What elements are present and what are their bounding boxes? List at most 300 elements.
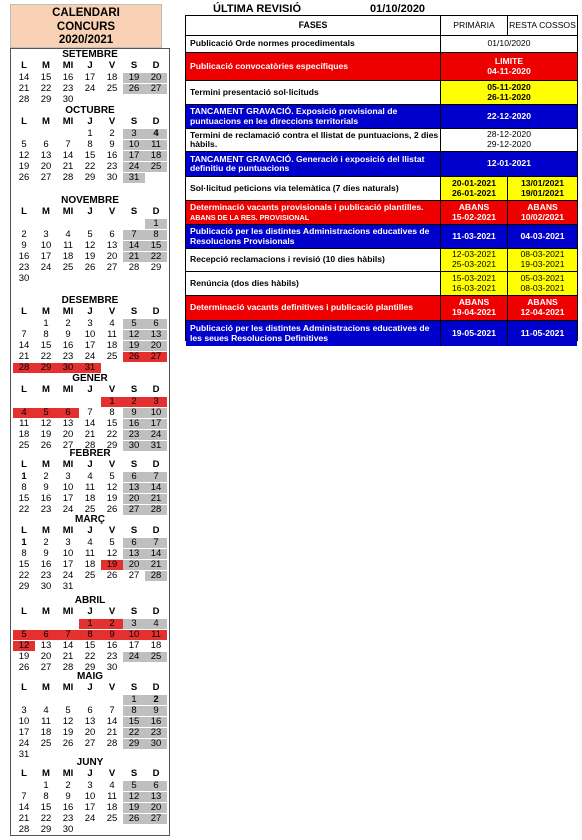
phase-text: TANCAMENT GRAVACIÓ. Exposició provisional de puntuacions en les direccions territorials — [190, 106, 398, 126]
calendar-day: 12 — [62, 715, 74, 727]
weekday-header: J — [87, 306, 93, 317]
calendar-day: 16 — [106, 639, 118, 651]
calendar-day: 10 — [84, 328, 96, 340]
calendar-day: 4 — [87, 470, 93, 482]
weekday-header: L — [21, 768, 27, 779]
calendar-day: 27 — [40, 171, 52, 183]
revision-label: ÚLTIMA REVISIÓ — [213, 3, 301, 15]
calendar-day: 9 — [21, 239, 27, 251]
phase-text: Publicació per les distintes Administracions educatives de les seues Resolucions Definitives — [190, 323, 430, 343]
weekday-header: V — [108, 384, 116, 395]
holiday-day: 6 — [57, 408, 79, 419]
phase-name — [186, 36, 441, 52]
calendar-day: 15 — [84, 149, 96, 161]
weekday-header: D — [152, 384, 160, 395]
holiday-day: 5 — [35, 408, 57, 419]
weekend-day: 12 — [123, 792, 145, 803]
calendar-day: 11 — [107, 328, 117, 340]
calendar-day: 7 — [21, 790, 27, 802]
calendar-day: 21 — [106, 726, 118, 738]
phase-name — [186, 152, 441, 176]
weekday-header: MI — [62, 60, 74, 71]
weekday-header: J — [87, 682, 93, 693]
date-line: 05-03-2021 — [520, 272, 565, 283]
weekday-header: D — [152, 60, 160, 71]
weekday-header: MI — [62, 606, 74, 617]
weekday-header: M — [42, 606, 50, 617]
weekday-header: L — [21, 606, 27, 617]
weekday-header: S — [130, 306, 138, 317]
calendar-day: 25 — [84, 503, 96, 515]
holiday-day: 12 — [13, 641, 35, 652]
phase-row — [186, 129, 577, 152]
calendar-day: 24 — [84, 350, 96, 362]
calendar-day: 22 — [18, 569, 30, 581]
weekend-day: 31 — [145, 441, 167, 452]
weekend-day: 7 — [123, 230, 145, 241]
phase-name — [186, 129, 441, 151]
calendar-day: 26 — [62, 737, 74, 749]
calendar-day: 28 — [18, 823, 30, 835]
date-line: 01/10/2020 — [487, 38, 531, 49]
calendar-day: 2 — [21, 228, 27, 240]
calendar-day: 14 — [18, 339, 30, 351]
calendar-day: 26 — [106, 503, 118, 515]
weekday-header: MI — [62, 459, 74, 470]
phase-text: Sol·licitud peticions via telemàtica (7 dies naturals) — [190, 182, 399, 193]
phase-row — [186, 177, 577, 201]
weekend-day: 17 — [123, 151, 145, 162]
phase-date-primaria — [441, 249, 508, 271]
weekend-day: 13 — [123, 549, 145, 560]
weekday-header: D — [152, 768, 160, 779]
weekend-day: 4 — [145, 129, 167, 140]
header-resta-cossos: RESTA COSSOS — [509, 19, 576, 30]
weekday-header: M — [42, 682, 50, 693]
calendar-day: 4 — [109, 779, 115, 791]
calendar-day: 10 — [18, 715, 30, 727]
phase-date-resta — [508, 225, 577, 248]
calendar-day: 22 — [40, 82, 52, 94]
calendar-day: 12 — [40, 417, 52, 429]
phase-row — [186, 321, 577, 346]
calendar-day: 4 — [87, 536, 93, 548]
holiday-day: 28 — [13, 363, 35, 374]
calendar-day: 24 — [18, 737, 30, 749]
calendar-day: 1 — [87, 127, 93, 139]
calendar-day: 14 — [106, 715, 118, 727]
weekday-header: M — [42, 60, 50, 71]
holiday-day: 11 — [145, 630, 167, 641]
calendar-day: 29 — [40, 93, 52, 105]
calendar-day: 23 — [40, 569, 52, 581]
weekday-header: D — [152, 116, 160, 127]
calendar-day: 21 — [18, 350, 30, 362]
calendar-day: 25 — [106, 812, 118, 824]
weekend-day: 30 — [123, 441, 145, 452]
calendar-day: 3 — [43, 228, 49, 240]
weekend-day: 14 — [145, 483, 167, 494]
calendar-day: 18 — [106, 339, 118, 351]
calendar-day: 15 — [40, 339, 52, 351]
date-line: 19/01/2021 — [520, 187, 564, 198]
calendar-day: 8 — [87, 138, 93, 150]
weekend-day: 19 — [123, 73, 145, 84]
weekday-header: S — [130, 525, 138, 536]
holiday-day: 1 — [101, 397, 123, 408]
calendar-day: 24 — [62, 569, 74, 581]
weekend-day: 20 — [123, 560, 145, 571]
date-line: ABANS — [458, 297, 490, 308]
weekday-header: MI — [62, 116, 74, 127]
calendar-day: 14 — [62, 149, 74, 161]
weekend-day: 20 — [145, 803, 167, 814]
month-title: ABRIL — [74, 595, 106, 606]
phase-name — [186, 81, 441, 104]
calendar-day: 11 — [63, 239, 73, 251]
calendar-day: 24 — [40, 261, 52, 273]
calendar-day: 1 — [43, 779, 49, 791]
date-line: 11-05-2021 — [520, 327, 565, 338]
calendar-day: 25 — [62, 261, 74, 273]
calendar-title — [10, 4, 162, 48]
weekend-day: 22 — [123, 728, 145, 739]
calendar-day: 13 — [106, 239, 118, 251]
date-line: 19-04-2021 — [452, 307, 496, 317]
weekday-header: V — [108, 459, 116, 470]
phase-row — [186, 296, 577, 321]
weekend-day: 7 — [145, 472, 167, 483]
phase-row — [186, 36, 577, 53]
calendar-day: 6 — [109, 228, 115, 240]
calendar-day: 30 — [106, 171, 118, 183]
calendar-day: 1 — [43, 317, 49, 329]
date-line: 19-05-2021 — [452, 327, 496, 338]
calendar-day: 16 — [62, 339, 74, 351]
date-line: 29-12-2020 — [487, 139, 531, 149]
weekend-day: 5 — [123, 781, 145, 792]
calendar-day: 14 — [18, 71, 30, 83]
weekend-day: 13 — [145, 792, 167, 803]
weekend-day: 8 — [123, 706, 145, 717]
calendar-day: 25 — [106, 82, 118, 94]
weekend-day: 13 — [123, 483, 145, 494]
calendar-day: 19 — [40, 428, 52, 440]
calendar-day: 22 — [40, 812, 52, 824]
calendar-day: 13 — [40, 149, 52, 161]
weekend-day: 14 — [145, 549, 167, 560]
calendar-day: 24 — [84, 82, 96, 94]
calendar-day: 11 — [85, 547, 95, 559]
date-line: ABANS — [527, 201, 558, 212]
weekend-day: 23 — [145, 728, 167, 739]
month-title: GENER — [72, 373, 108, 384]
calendar-day: 16 — [40, 492, 52, 504]
phase-date-primaria — [441, 272, 508, 295]
phase-row — [186, 81, 577, 105]
phase-name — [186, 272, 441, 295]
calendar-day: 31 — [18, 748, 30, 760]
calendar-day: 26 — [40, 439, 52, 451]
weekday-header: V — [108, 682, 116, 693]
date-line: 08-03-2021 — [520, 282, 565, 293]
weekday-header: V — [108, 525, 116, 536]
calendar-day: 10 — [62, 547, 74, 559]
calendar-day: 7 — [87, 406, 93, 418]
calendar-day: 24 — [84, 812, 96, 824]
weekend-day: 25 — [145, 652, 167, 663]
holiday-day: 30 — [57, 363, 79, 374]
calendar-day: 19 — [62, 726, 74, 738]
weekend-day: 6 — [123, 472, 145, 483]
calendar-day: 18 — [84, 492, 96, 504]
month-title: DESEMBRE — [61, 295, 119, 306]
weekend-day: 20 — [145, 341, 167, 352]
calendar-day: 11 — [107, 790, 117, 802]
weekday-header: L — [21, 459, 27, 470]
phase-text: Determinació vacants provisionals i publicació plantilles. ABANS DE LA RES. PROVISIONAL — [190, 202, 424, 222]
weekday-header: J — [87, 60, 93, 71]
phase-row — [186, 249, 577, 272]
holiday-day: 29 — [35, 363, 57, 374]
calendar-day: 18 — [18, 428, 30, 440]
calendar-day: 21 — [62, 160, 74, 172]
phase-date-resta — [508, 249, 577, 271]
calendar-day: 21 — [84, 428, 96, 440]
weekend-day: 13 — [145, 330, 167, 341]
weekday-header: MI — [62, 682, 74, 693]
weekday-header: L — [21, 306, 27, 317]
phase-text: Determinació vacants definitives i publicació plantilles — [190, 302, 414, 313]
phases-table — [185, 15, 578, 341]
weekday-header: D — [152, 606, 160, 617]
weekend-day: 24 — [145, 430, 167, 441]
calendar-title-line-1: CALENDARI — [52, 7, 120, 19]
weekday-header: J — [87, 525, 93, 536]
weekend-day: 15 — [145, 241, 167, 252]
date-line: 20-01-2021 — [452, 177, 496, 188]
calendar-day: 16 — [62, 801, 74, 813]
calendar-day: 23 — [40, 503, 52, 515]
holiday-day: 10 — [123, 630, 145, 641]
calendar-day: 14 — [62, 639, 74, 651]
weekend-day: 28 — [145, 505, 167, 516]
weekday-header: V — [108, 206, 116, 217]
calendar-day: 3 — [65, 536, 71, 548]
calendar-day: 26 — [84, 261, 96, 273]
holiday-day: 6 — [35, 630, 57, 641]
date-line: 05-11-2020 — [487, 81, 531, 92]
calendar-day: 22 — [84, 650, 96, 662]
calendar-day: 8 — [21, 547, 27, 559]
weekend-day: 21 — [145, 560, 167, 571]
calendar-day: 22 — [18, 503, 30, 515]
weekend-day: 20 — [123, 494, 145, 505]
phase-text: Renúncia (dos dies hàbils) — [190, 277, 299, 288]
weekend-day: 1 — [123, 695, 145, 706]
calendar-day: 19 — [18, 160, 30, 172]
weekday-header: S — [130, 768, 138, 779]
revision-date: 01/10/2020 — [370, 3, 426, 15]
weekday-header: L — [21, 384, 27, 395]
date-line: ABANS — [527, 297, 558, 308]
phase-text: Termini de reclamació contra el llistat de puntuacions, 2 dies hàbils. — [190, 129, 439, 149]
weekend-day: 21 — [123, 252, 145, 263]
calendar-day: 20 — [62, 428, 74, 440]
date-line: 28-12-2020 — [487, 129, 531, 140]
calendar-day: 11 — [41, 715, 51, 727]
calendar-day: 30 — [106, 661, 118, 673]
date-line: 13/01/2021 — [520, 177, 564, 188]
calendar-day: 20 — [40, 650, 52, 662]
weekend-day: 11 — [145, 140, 167, 151]
weekend-day: 18 — [145, 151, 167, 162]
calendar-day: 18 — [106, 71, 118, 83]
calendar-day: 28 — [62, 661, 74, 673]
weekend-day: 6 — [145, 781, 167, 792]
calendar-day: 18 — [150, 639, 162, 651]
weekend-day: 24 — [123, 162, 145, 173]
date-line: 15-02-2021 — [452, 211, 496, 222]
calendar-day: 23 — [106, 650, 118, 662]
weekend-day: 16 — [145, 717, 167, 728]
phase-row — [186, 272, 577, 296]
weekend-day: 21 — [145, 494, 167, 505]
phase-row — [186, 53, 577, 81]
calendar-day: 7 — [65, 138, 71, 150]
calendar-day: 3 — [87, 779, 93, 791]
date-line: 04-11-2020 — [487, 65, 531, 76]
calendar-day: 3 — [87, 317, 93, 329]
calendar-day: 4 — [65, 228, 71, 240]
calendar-day: 31 — [62, 580, 74, 592]
calendar-day: 29 — [84, 661, 96, 673]
weekday-header: MI — [62, 384, 74, 395]
weekend-day: 26 — [123, 814, 145, 825]
phase-date-resta — [508, 177, 577, 200]
calendar-day: 2 — [65, 779, 71, 791]
calendar-day: 9 — [43, 481, 49, 493]
phase-text: Publicació per les distintes Administracions educatives de Resolucions Provisionals — [190, 226, 430, 246]
weekend-day: 24 — [123, 652, 145, 663]
weekday-header: MI — [62, 206, 74, 217]
calendar-day: 7 — [21, 328, 27, 340]
weekend-day: 25 — [145, 162, 167, 173]
weekend-day: 6 — [123, 538, 145, 549]
calendar-day: 25 — [40, 737, 52, 749]
weekend-day: 3 — [123, 129, 145, 140]
calendar-day: 28 — [106, 737, 118, 749]
phase-row — [186, 105, 577, 129]
phase-date-primaria — [441, 225, 508, 248]
calendar-day: 29 — [18, 580, 30, 592]
weekday-header: D — [152, 525, 160, 536]
weekend-day: 2 — [145, 695, 167, 706]
weekend-day: 22 — [145, 252, 167, 263]
weekday-header: MI — [62, 525, 74, 536]
month-title: JUNY — [76, 757, 104, 768]
phase-row — [186, 201, 577, 225]
calendar-day: 17 — [62, 492, 74, 504]
weekday-header: S — [130, 682, 138, 693]
weekday-header: L — [21, 206, 27, 217]
weekday-header: M — [42, 768, 50, 779]
calendar-day: 2 — [43, 536, 49, 548]
calendar-day: 9 — [65, 328, 71, 340]
weekend-day: 28 — [145, 571, 167, 582]
weekday-header: S — [130, 606, 138, 617]
calendar-day: 12 — [84, 239, 96, 251]
calendar-day: 17 — [40, 250, 52, 262]
calendar-day: 5 — [109, 536, 115, 548]
phase-name — [186, 296, 441, 320]
weekend-day: 12 — [123, 330, 145, 341]
date-line: 12-03-2021 — [452, 249, 496, 260]
calendar-day: 30 — [62, 93, 74, 105]
phase-date-resta — [508, 296, 577, 320]
date-line: 10/02/2021 — [520, 211, 564, 222]
phase-date — [441, 53, 577, 80]
weekend-day: 10 — [145, 408, 167, 419]
phase-date-primaria — [441, 177, 508, 200]
weekday-header: D — [152, 306, 160, 317]
date-line: 26-11-2020 — [487, 91, 531, 102]
weekend-day: 30 — [145, 739, 167, 750]
holiday-day: 1 — [79, 619, 101, 630]
calendar-day: 25 — [84, 569, 96, 581]
weekday-header: J — [87, 384, 93, 395]
weekend-day: 10 — [123, 140, 145, 151]
calendar-day: 13 — [84, 715, 96, 727]
holiday-day: 2 — [123, 397, 145, 408]
calendar-day: 23 — [62, 812, 74, 824]
calendar-day: 10 — [40, 239, 52, 251]
phase-name — [186, 321, 441, 346]
weekday-header: J — [87, 206, 93, 217]
holiday-day: 3 — [145, 397, 167, 408]
calendar-day: 26 — [106, 569, 118, 581]
calendar-day: 8 — [43, 790, 49, 802]
calendar-day: 21 — [18, 812, 30, 824]
weekend-day: 27 — [145, 84, 167, 95]
phase-date-primaria — [441, 321, 508, 346]
calendar-day: 20 — [40, 160, 52, 172]
weekday-header: D — [152, 206, 160, 217]
calendar-day: 19 — [18, 650, 30, 662]
calendar-day: 1 — [21, 470, 27, 482]
weekend-day: 26 — [123, 84, 145, 95]
calendar-day: 2 — [43, 470, 49, 482]
month-title: MAIG — [76, 671, 104, 682]
date-line: LIMITE — [494, 55, 524, 66]
date-line: 26-01-2021 — [452, 187, 496, 198]
calendar-title-line-2: CONCURS — [56, 20, 116, 33]
calendar-day: 29 — [40, 823, 52, 835]
calendar-day: 17 — [84, 801, 96, 813]
weekend-day: 29 — [123, 739, 145, 750]
calendar-day: 13 — [40, 639, 52, 651]
header-primaria: PRIMÀRIA — [441, 16, 508, 35]
date-line: 08-03-2021 — [520, 249, 565, 260]
phase-name — [186, 249, 441, 271]
weekend-day: 8 — [145, 230, 167, 241]
calendar-day: 5 — [87, 228, 93, 240]
calendar-day: 2 — [109, 127, 115, 139]
weekday-header: D — [152, 682, 160, 693]
holiday-day: 5 — [13, 630, 35, 641]
weekend-day: 6 — [145, 319, 167, 330]
phase-text: Recepció reclamacions i revisió (10 dies hàbils) — [190, 254, 385, 265]
